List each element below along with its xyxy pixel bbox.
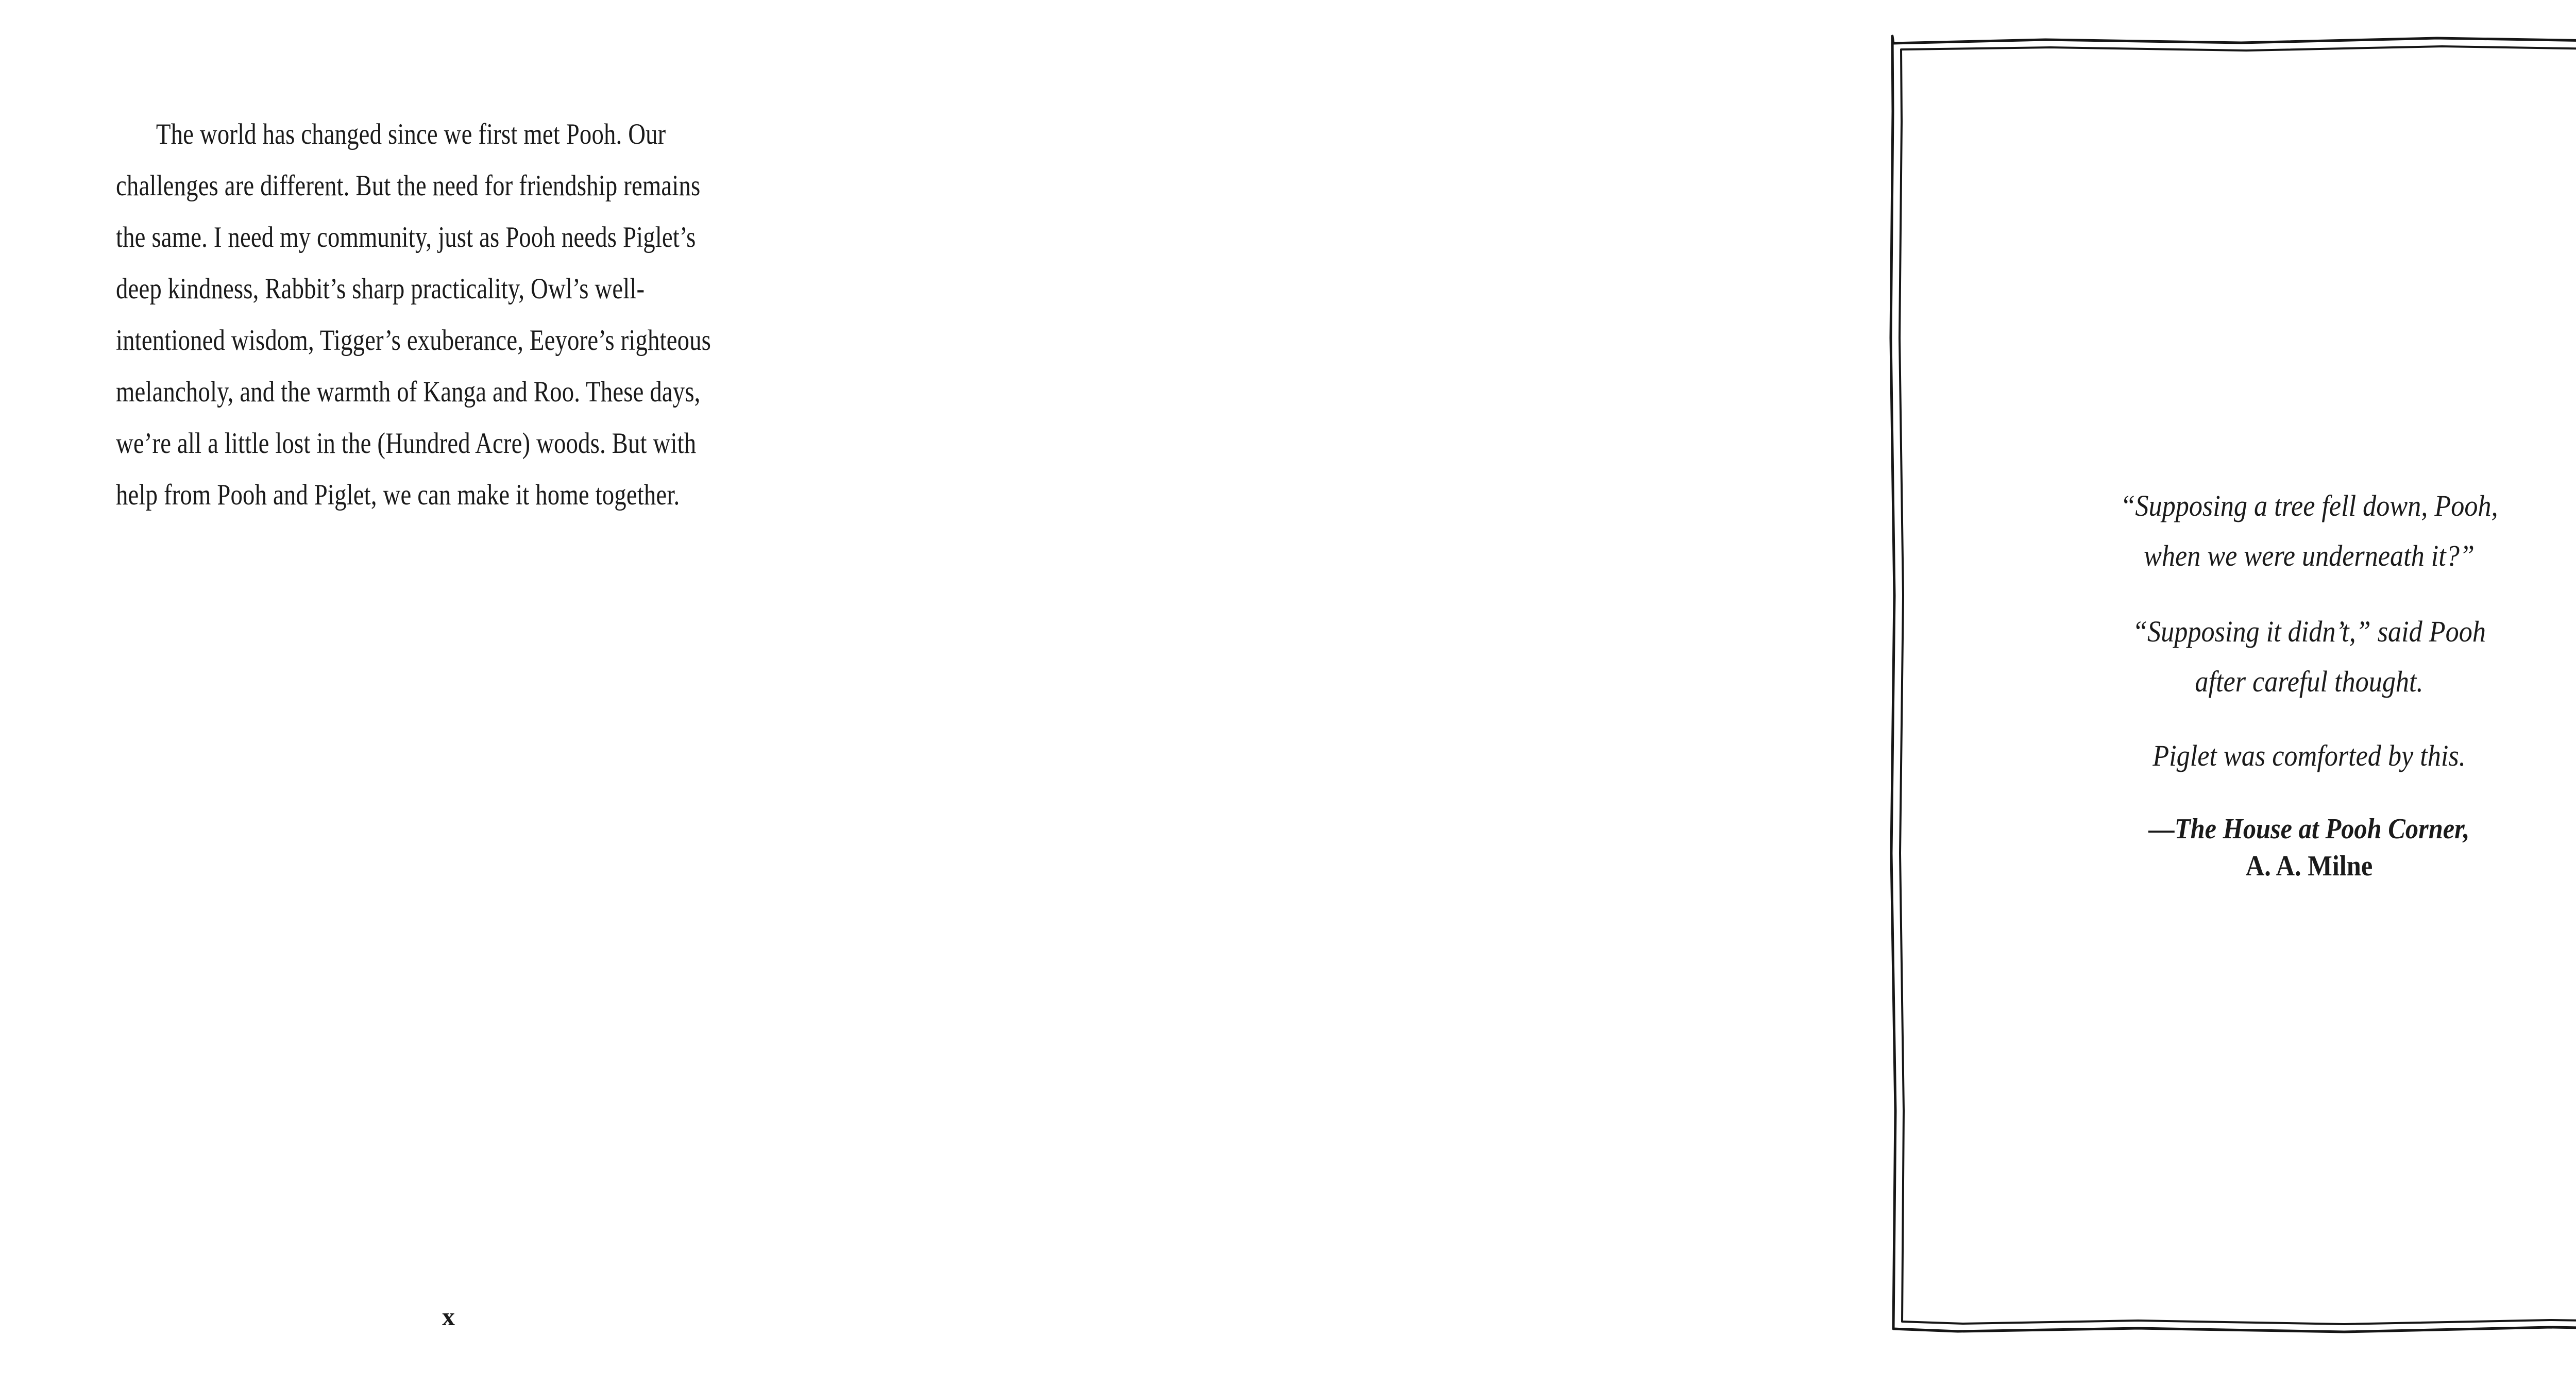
body-paragraph bbox=[116, 109, 792, 521]
quote-line: Piglet was comforted by this. bbox=[2153, 739, 2466, 772]
paragraph-line: deep kindness, Rabbit’s sharp practicality, Owl’s well- bbox=[116, 273, 645, 305]
paragraph-line: melancholy, and the warmth of Kanga and Roo. These days, bbox=[116, 376, 701, 408]
paragraph-line: The world has changed since we first met Pooh. Our bbox=[156, 118, 666, 150]
attribution-author: A. A. Milne bbox=[2245, 850, 2373, 882]
quote-attribution bbox=[1935, 810, 2576, 885]
paragraph-line: intentioned wisdom, Tigger’s exuberance, Eeyore’s righteous bbox=[116, 324, 711, 357]
attribution-source-title: —The House at Pooh Corner, bbox=[2148, 813, 2470, 845]
quote-line: when we were underneath it?” bbox=[2144, 539, 2475, 572]
epigraph-quote bbox=[1935, 481, 2576, 885]
quote-stanza bbox=[1935, 606, 2576, 706]
quote-line: “Supposing it didn’t,” said Pooh bbox=[2132, 615, 2486, 648]
left-book-page bbox=[0, 0, 922, 1387]
quote-line: after careful thought. bbox=[2195, 665, 2424, 698]
quote-stanza bbox=[1935, 481, 2576, 581]
paragraph-line: challenges are different. But the need for friendship remains bbox=[116, 170, 701, 202]
right-book-page bbox=[922, 0, 2498, 1387]
page-number: x bbox=[442, 1302, 455, 1331]
paragraph-line: help from Pooh and Piglet, we can make it home together. bbox=[116, 479, 680, 511]
quote-stanza bbox=[1935, 731, 2576, 781]
quote-line: “Supposing a tree fell down, Pooh, bbox=[2120, 489, 2498, 522]
paragraph-line: we’re all a little lost in the (Hundred Acre) woods. But with bbox=[116, 427, 697, 460]
paragraph-line: the same. I need my community, just as Pooh needs Piglet’s bbox=[116, 221, 696, 253]
